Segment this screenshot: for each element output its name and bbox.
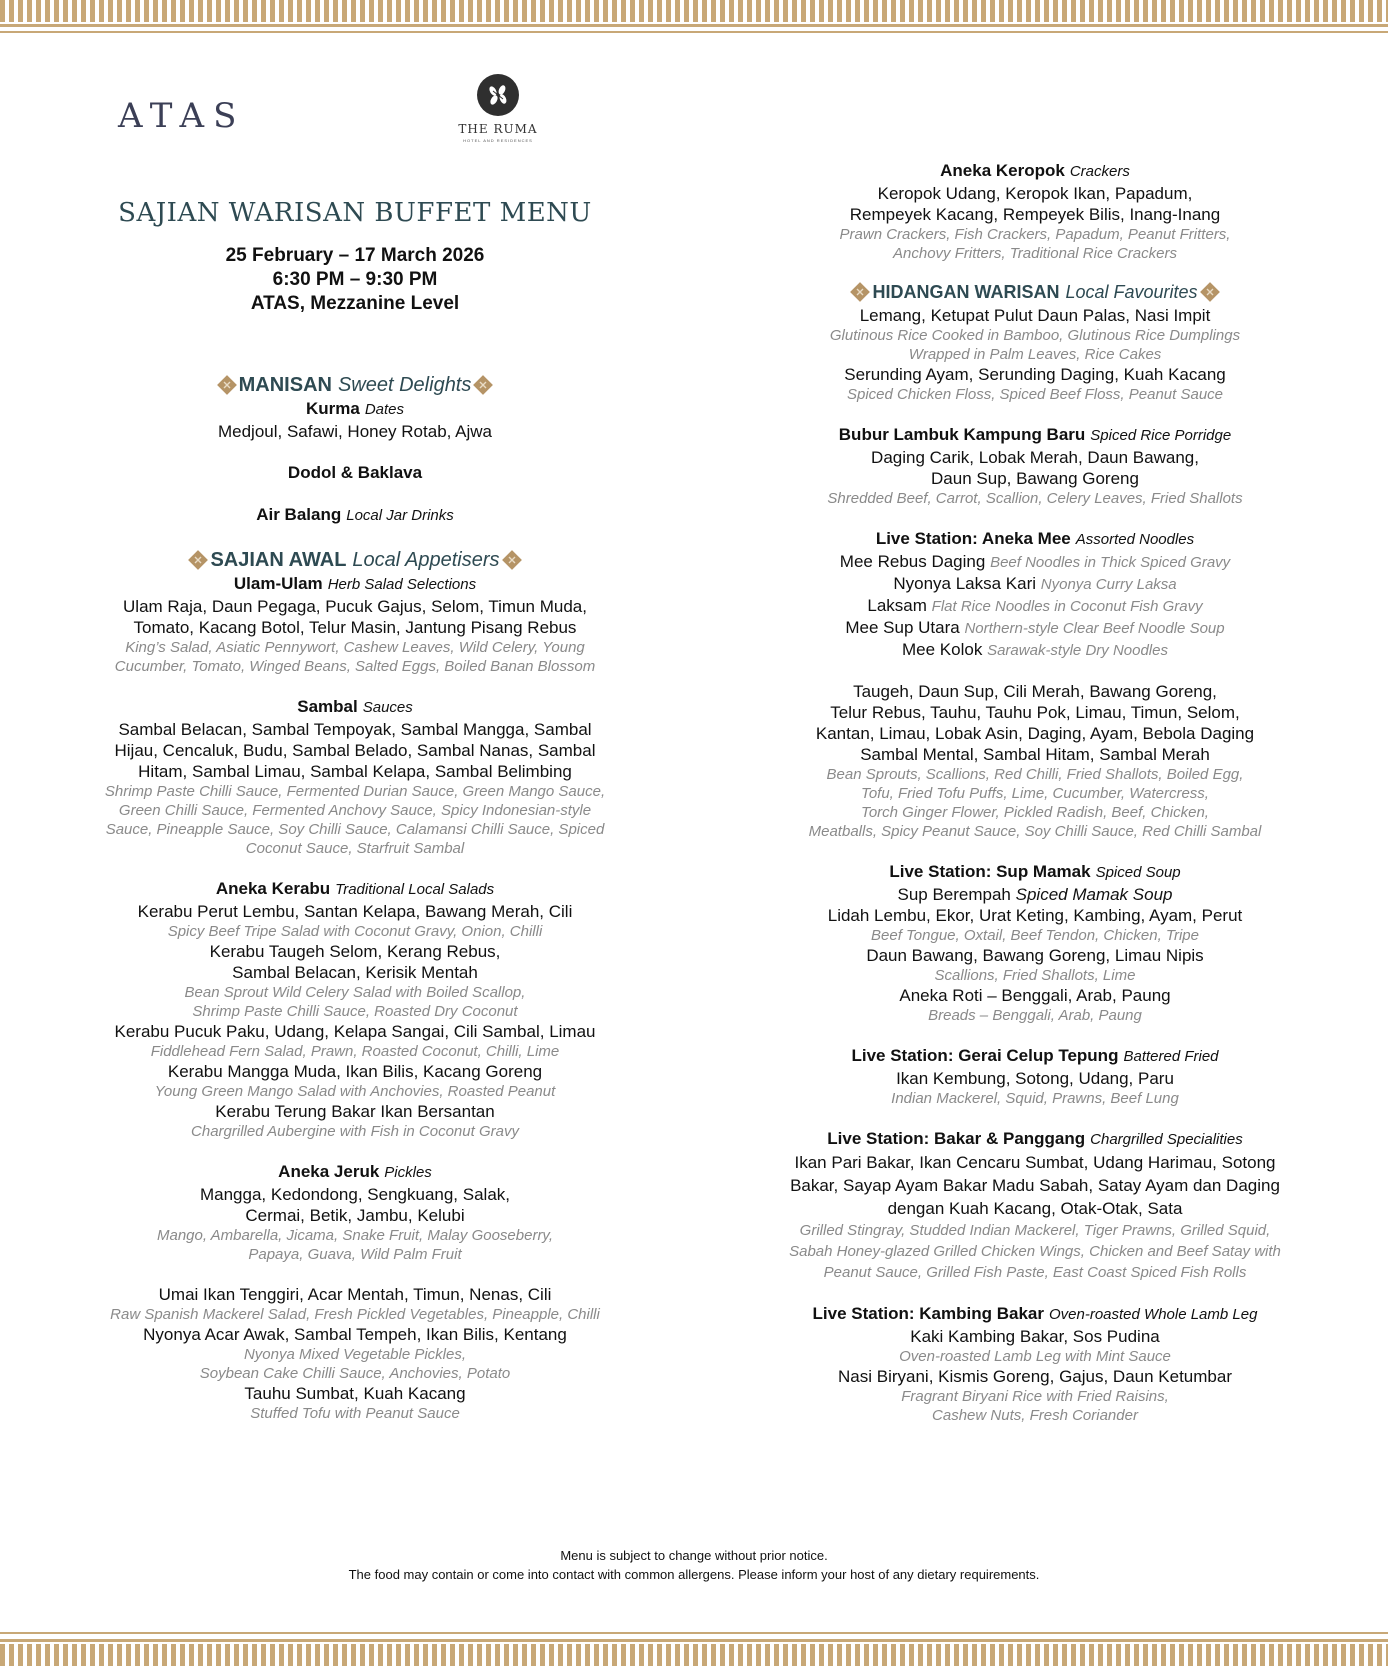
category-subtitle: Local Appetisers xyxy=(352,549,500,571)
menu-item: Serunding Ayam, Serunding Daging, Kuah Kacang xyxy=(844,365,1226,384)
section-umai xyxy=(70,1284,640,1423)
heading-english: Dates xyxy=(364,401,405,418)
category-manisan xyxy=(70,372,640,398)
menu-item: Sambal Belacan, Kerisik Mentah xyxy=(232,963,478,982)
heading-english: Spiced Rice Porridge xyxy=(1090,427,1232,444)
translation: Prawn Crackers, Fish Crackers, Papadum, Peanut Fritters, xyxy=(839,226,1231,243)
section-dodol xyxy=(70,462,640,484)
menu-item: Lidah Lembu, Ekor, Urat Keting, Kambing, Ayam, Perut xyxy=(827,906,1243,925)
section-kurma xyxy=(70,398,640,442)
ruma-emblem-icon xyxy=(477,74,519,116)
heading-english: Oven-roasted Whole Lamb Leg xyxy=(1048,1306,1258,1323)
heading-english: Pickles xyxy=(384,1164,432,1181)
translation: Spiced Chicken Floss, Spiced Beef Floss, Peanut Sauce xyxy=(846,386,1224,403)
left-column xyxy=(70,198,640,1423)
heading-english: Chargrilled Specialities xyxy=(1090,1131,1243,1148)
menu-item: Tauhu Sumbat, Kuah Kacang xyxy=(244,1384,466,1403)
category-sajian-awal xyxy=(70,547,640,573)
footer-notice xyxy=(0,1546,1388,1584)
translation: Indian Mackerel, Squid, Prawns, Beef Lung xyxy=(891,1090,1179,1107)
event-venue: ATAS, Mezzanine Level xyxy=(250,293,460,314)
page-title: SAJIAN WARISAN BUFFET MENU xyxy=(118,198,592,228)
heading-english: Herb Salad Selections xyxy=(327,576,477,593)
footer-line-allergens: The food may contain or come into contact with common allergens. Please inform your host of any dietary requirements. xyxy=(348,1567,1040,1582)
heading-malay: Bubur Lambuk Kampung Baru xyxy=(838,425,1086,444)
menu-items: Medjoul, Safawi, Honey Rotab, Ajwa xyxy=(217,422,493,441)
translation: Tofu, Fried Tofu Puffs, Lime, Cucumber, Watercress, xyxy=(861,785,1209,802)
heading-malay: Aneka Kerabu xyxy=(215,879,331,898)
translation: Shredded Beef, Carrot, Scallion, Celery Leaves, Fried Shallots xyxy=(827,490,1243,507)
event-dates: 25 February – 17 March 2026 xyxy=(225,245,485,266)
heading-english: Traditional Local Salads xyxy=(335,881,495,898)
diamond-ornament-icon xyxy=(471,373,495,397)
translation: Stuffed Tofu with Peanut Sauce xyxy=(250,1405,460,1422)
menu-item: Mee Sup Utara Northern-style Clear Beef Noodle Soup xyxy=(845,618,1225,637)
menu-item: Taugeh, Daun Sup, Cili Merah, Bawang Goreng, xyxy=(853,682,1217,701)
section-heading xyxy=(70,398,640,421)
menu-item: Ikan Kembung, Sotong, Udang, Paru xyxy=(896,1069,1174,1088)
diamond-ornament-icon xyxy=(500,548,524,572)
diamond-ornament-icon xyxy=(186,548,210,572)
top-border xyxy=(0,0,1388,40)
diamond-ornament-icon xyxy=(215,373,239,397)
translation: Coconut Sauce, Starfruit Sambal xyxy=(245,840,465,857)
menu-item: Kerabu Mangga Muda, Ikan Bilis, Kacang Goreng xyxy=(167,1062,543,1081)
translation: Fragrant Biryani Rice with Fried Raisins, xyxy=(901,1388,1169,1405)
menu-item: Kerabu Pucuk Paku, Udang, Kelapa Sangai, Cili Sambal, Limau xyxy=(114,1022,596,1041)
heading-english: Crackers xyxy=(1069,163,1130,180)
menu-item: Cermai, Betik, Jambu, Kelubi xyxy=(245,1206,465,1225)
menu-item: Lemang, Ketupat Pulut Daun Palas, Nasi Impit xyxy=(859,306,1211,325)
menu-item: Sup Berempah Spiced Mamak Soup xyxy=(897,885,1173,904)
heading-malay: Sambal xyxy=(297,697,358,716)
translation: Breads – Benggali, Arab, Paung xyxy=(928,1007,1142,1024)
section-air-balang xyxy=(70,504,640,527)
right-column xyxy=(765,160,1305,1425)
the-ruma-logo xyxy=(456,74,540,143)
menu-item: Keropok Udang, Keropok Ikan, Papadum, xyxy=(877,184,1193,203)
menu-item: Sambal Belacan, Sambal Tempoyak, Sambal Mangga, Sambal xyxy=(118,720,592,739)
section-bakar-panggang xyxy=(765,1128,1305,1283)
heading-malay: Kurma xyxy=(305,399,360,418)
translation: Beef Tongue, Oxtail, Beef Tendon, Chicken, Tripe xyxy=(871,927,1199,944)
section-kambing-bakar xyxy=(765,1303,1305,1425)
translation: Scallions, Fried Shallots, Lime xyxy=(934,967,1136,984)
heading-english: Battered Fried xyxy=(1123,1048,1219,1065)
bottom-border xyxy=(0,1626,1388,1666)
menu-item: Daun Sup, Bawang Goreng xyxy=(931,469,1139,488)
translation: Cucumber, Tomato, Winged Beans, Salted Eggs, Boiled Banan Blossom xyxy=(114,658,596,675)
translation: Young Green Mango Salad with Anchovies, Roasted Peanut xyxy=(154,1083,556,1100)
menu-item: Mee Kolok Sarawak-style Dry Noodles xyxy=(902,640,1168,659)
category-title: SAJIAN AWAL xyxy=(210,549,347,571)
section-jeruk xyxy=(70,1161,640,1264)
menu-item: dengan Kuah Kacang, Otak-Otak, Sata xyxy=(887,1199,1183,1218)
menu-item: Kerabu Terung Bakar Ikan Bersantan xyxy=(215,1102,495,1121)
heading-malay: Aneka Jeruk xyxy=(278,1162,380,1181)
menu-item: Nasi Biryani, Kismis Goreng, Gajus, Daun Ketumbar xyxy=(838,1367,1232,1386)
menu-item: Kerabu Perut Lembu, Santan Kelapa, Bawang Merah, Cili xyxy=(137,902,573,921)
heading-malay: Live Station: Bakar & Panggang xyxy=(827,1129,1086,1148)
translation: Wrapped in Palm Leaves, Rice Cakes xyxy=(908,346,1162,363)
menu-item: Kaki Kambing Bakar, Sos Pudina xyxy=(910,1327,1160,1346)
translation: King’s Salad, Asiatic Pennywort, Cashew Leaves, Wild Celery, Young xyxy=(125,639,585,656)
menu-item: Sambal Mental, Sambal Hitam, Sambal Merah xyxy=(860,745,1210,764)
menu-item: Daging Carik, Lobak Merah, Daun Bawang, xyxy=(871,448,1199,467)
heading-malay: Live Station: Sup Mamak xyxy=(889,862,1091,881)
menu-item: Hitam, Sambal Limau, Sambal Kelapa, Sambal Belimbing xyxy=(138,762,572,781)
translation: Chargrilled Aubergine with Fish in Coconut Gravy xyxy=(191,1123,519,1140)
menu-item: Hijau, Cencaluk, Budu, Sambal Belado, Sambal Nanas, Sambal xyxy=(114,741,596,760)
translation: Spicy Beef Tripe Salad with Coconut Gravy, Onion, Chilli xyxy=(167,923,543,940)
event-time: 6:30 PM – 9:30 PM xyxy=(272,269,438,290)
section-aneka-mee xyxy=(765,528,1305,661)
section-kerabu xyxy=(70,878,640,1141)
translation: Grilled Stingray, Studded Indian Mackerel, Tiger Prawns, Grilled Squid, xyxy=(799,1222,1271,1239)
translation: Mango, Ambarella, Jicama, Snake Fruit, Malay Gooseberry, xyxy=(157,1227,553,1244)
menu-item: Umai Ikan Tenggiri, Acar Mentah, Timun, Nenas, Cili xyxy=(158,1285,552,1304)
translation: Soybean Cake Chilli Sauce, Anchovies, Potato xyxy=(199,1365,511,1382)
atas-logo: ATAS xyxy=(118,96,246,136)
category-subtitle: Sweet Delights xyxy=(337,374,472,396)
heading-malay: Dodol & Baklava xyxy=(287,463,423,482)
heading-english: Spiced Soup xyxy=(1095,864,1181,881)
heading-malay: Ulam-Ulam xyxy=(233,574,323,593)
menu-item: Mangga, Kedondong, Sengkuang, Salak, xyxy=(199,1185,511,1204)
footer-line-change: Menu is subject to change without prior notice. xyxy=(560,1548,828,1563)
category-title: MANISAN xyxy=(238,374,332,396)
diamond-ornament-icon xyxy=(1198,280,1222,304)
translation: Papaya, Guava, Wild Palm Fruit xyxy=(248,1246,462,1263)
heading-malay: Live Station: Gerai Celup Tepung xyxy=(851,1046,1119,1065)
menu-item: Daun Bawang, Bawang Goreng, Limau Nipis xyxy=(866,946,1204,965)
menu-item: Laksam Flat Rice Noodles in Coconut Fish Gravy xyxy=(867,596,1203,615)
menu-item: Aneka Roti – Benggali, Arab, Paung xyxy=(899,986,1171,1005)
heading-malay: Live Station: Kambing Bakar xyxy=(812,1304,1044,1323)
translation: Anchovy Fritters, Traditional Rice Crackers xyxy=(893,245,1177,262)
translation: Raw Spanish Mackerel Salad, Fresh Pickled Vegetables, Pineapple, Chilli xyxy=(110,1306,600,1323)
translation: Bean Sprouts, Scallions, Red Chilli, Fried Shallots, Boiled Egg, xyxy=(826,766,1244,783)
translation: Glutinous Rice Cooked in Bamboo, Glutinous Rice Dumplings xyxy=(829,327,1241,344)
menu-item: Bakar, Sayap Ayam Bakar Madu Sabah, Satay Ayam dan Daging xyxy=(790,1176,1280,1195)
diamond-ornament-icon xyxy=(848,280,872,304)
menu-item: Rempeyek Kacang, Rempeyek Bilis, Inang-Inang xyxy=(849,205,1221,224)
heading-english: Sauces xyxy=(362,699,413,716)
menu-item: Kantan, Limau, Lobak Asin, Daging, Ayam, Bebola Daging xyxy=(815,724,1255,743)
menu-item: Tomato, Kacang Botol, Telur Masin, Jantung Pisang Rebus xyxy=(133,618,577,637)
section-keropok xyxy=(765,160,1305,263)
menu-item: Telur Rebus, Tauhu, Tauhu Pok, Limau, Timun, Selom, xyxy=(830,703,1240,722)
menu-item: Ikan Pari Bakar, Ikan Cencaru Sumbat, Udang Harimau, Sotong xyxy=(794,1153,1276,1172)
section-celup-tepung xyxy=(765,1045,1305,1108)
translation: Peanut Sauce, Grilled Fish Paste, East Coast Spiced Fish Rolls xyxy=(823,1264,1247,1281)
translation: Cashew Nuts, Fresh Coriander xyxy=(932,1407,1138,1424)
category-hidangan-warisan xyxy=(765,279,1305,305)
section-condiments xyxy=(765,681,1305,841)
section-bubur xyxy=(765,424,1305,508)
translation: Torch Ginger Flower, Pickled Radish, Beef, Chicken, xyxy=(861,804,1209,821)
translation: Sabah Honey-glazed Grilled Chicken Wings, Chicken and Beef Satay with xyxy=(789,1243,1281,1260)
translation: Nyonya Mixed Vegetable Pickles, xyxy=(243,1346,467,1363)
category-subtitle: Local Favourites xyxy=(1065,282,1198,302)
heading-malay: Air Balang xyxy=(256,505,342,524)
menu-item: Mee Rebus Daging Beef Noodles in Thick Spiced Gravy xyxy=(839,552,1231,571)
category-title: HIDANGAN WARISAN xyxy=(872,282,1060,302)
translation: Fiddlehead Fern Salad, Prawn, Roasted Coconut, Chilli, Lime xyxy=(150,1043,560,1060)
translation: Bean Sprout Wild Celery Salad with Boiled Scallop, xyxy=(184,984,526,1001)
translation: Meatballs, Spicy Peanut Sauce, Soy Chilli Sauce, Red Chilli Sambal xyxy=(808,823,1262,840)
heading-english: Assorted Noodles xyxy=(1075,531,1195,548)
translation: Shrimp Paste Chilli Sauce, Roasted Dry Coconut xyxy=(192,1003,518,1020)
translation: Green Chilli Sauce, Fermented Anchovy Sauce, Spicy Indonesian-style xyxy=(118,802,592,819)
ruma-subtitle: HOTEL AND RESIDENCES xyxy=(463,138,533,143)
section-ulam xyxy=(70,573,640,676)
translation: Oven-roasted Lamb Leg with Mint Sauce xyxy=(899,1348,1171,1365)
section-warisan xyxy=(765,305,1305,404)
heading-malay: Aneka Keropok xyxy=(940,161,1065,180)
ruma-name: THE RUMA xyxy=(458,122,538,136)
menu-item: Nyonya Laksa Kari Nyonya Curry Laksa xyxy=(893,574,1177,593)
section-sup-mamak xyxy=(765,861,1305,1025)
menu-item: Ulam Raja, Daun Pegaga, Pucuk Gajus, Selom, Timun Muda, xyxy=(123,597,587,616)
section-sambal xyxy=(70,696,640,858)
translation: Sauce, Pineapple Sauce, Soy Chilli Sauce, Calamansi Chilli Sauce, Spiced xyxy=(105,821,605,838)
menu-item: Nyonya Acar Awak, Sambal Tempeh, Ikan Bilis, Kentang xyxy=(143,1325,567,1344)
heading-english: Local Jar Drinks xyxy=(346,507,454,524)
menu-item: Kerabu Taugeh Selom, Kerang Rebus, xyxy=(209,942,501,961)
translation: Shrimp Paste Chilli Sauce, Fermented Durian Sauce, Green Mango Sauce, xyxy=(104,783,606,800)
heading-malay: Live Station: Aneka Mee xyxy=(875,529,1071,548)
